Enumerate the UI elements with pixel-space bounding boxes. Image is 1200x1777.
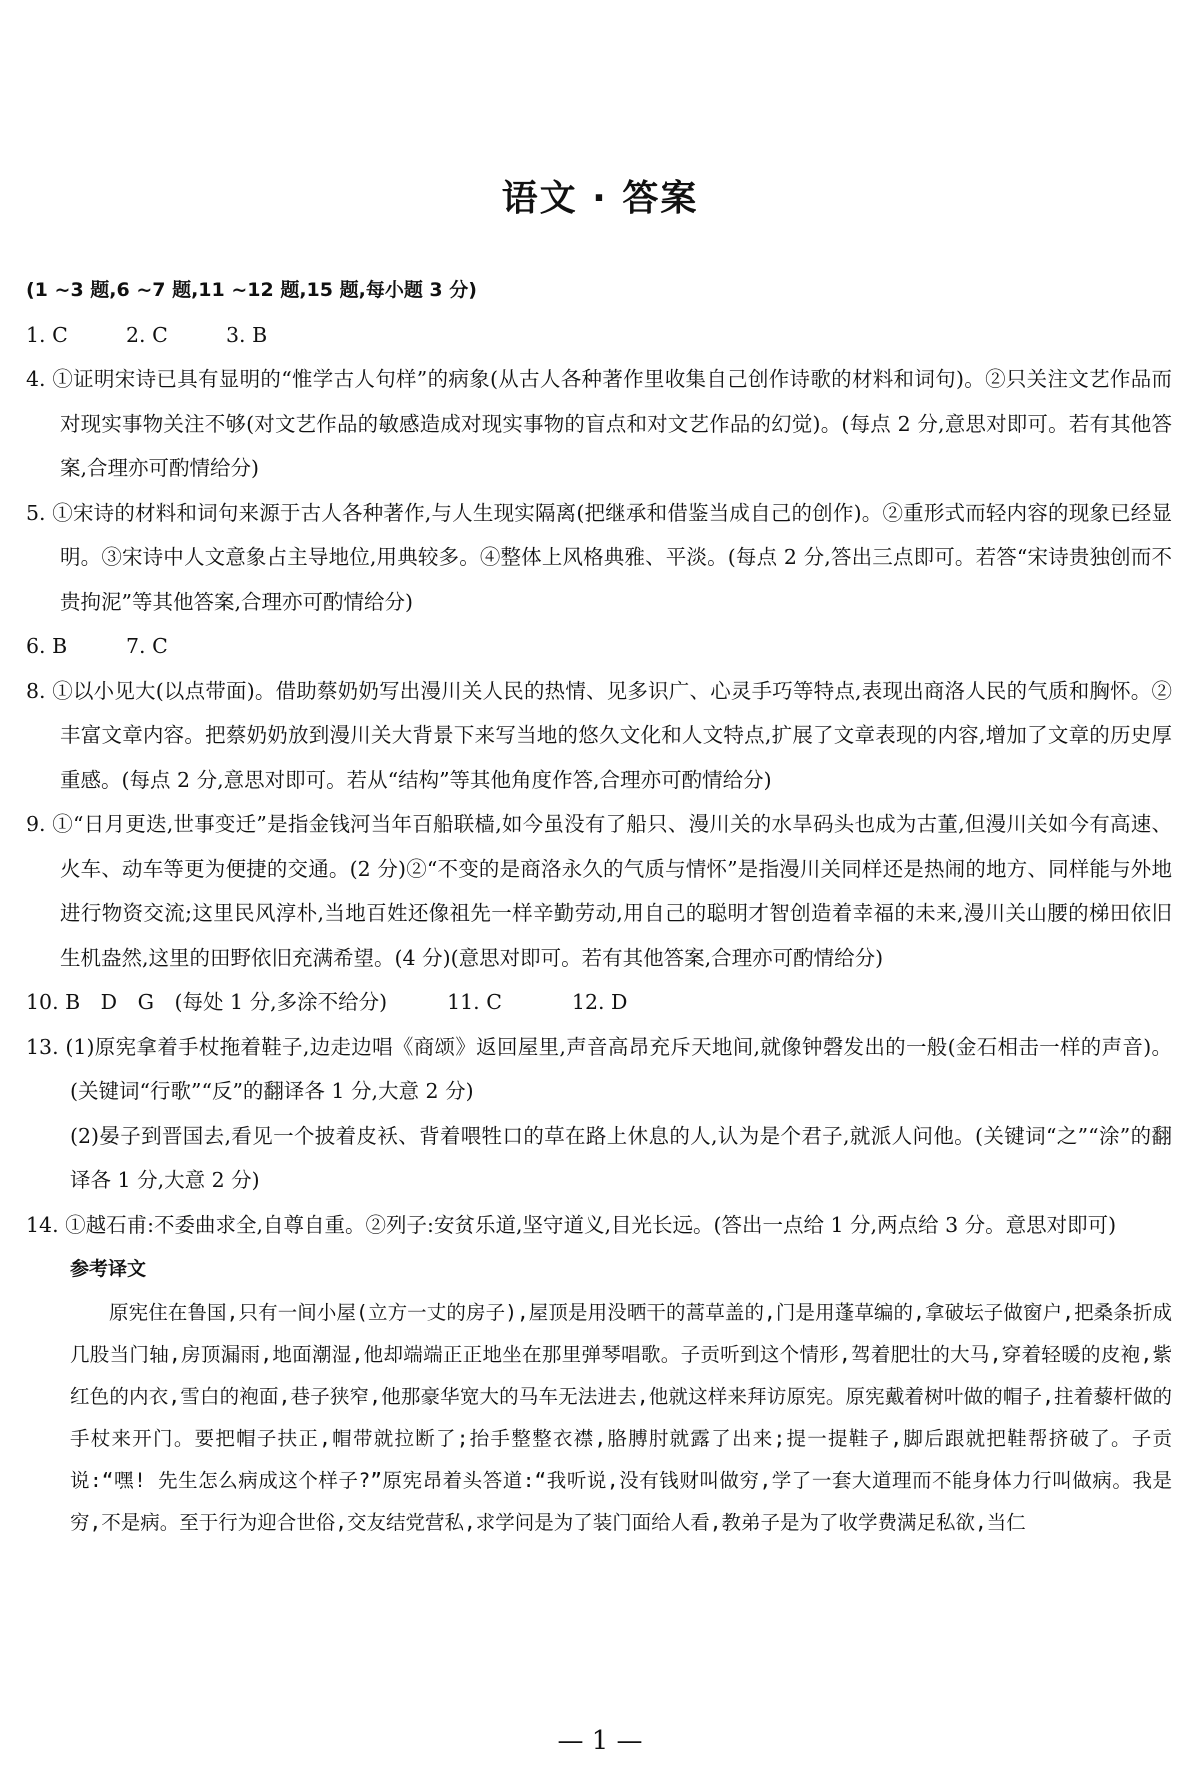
answer-9: 9. ①“日月更迭,世事变迁”是指金钱河当年百船联樯,如今虽没有了船只、漫川关的水旱码头也成为古董,但漫川关如今有高速、火车、动车等更为便捷的交通。(2 分)②“不变的是商洛永久的气质与情怀”是指漫川关同样还是热闹的地方、同样能与外地进行物资交流;这里民风淳朴,当地百姓还像祖先一样辛勤劳动,用自己的聪明才智创造着幸福的未来,漫川关山腰的梯田依旧生机盎然,这里的田野依旧充满希望。(4 分)(意思对即可。若有其他答案,合理亦可酌情给分)	[26, 812, 1172, 970]
answer-6: 6. B	[26, 634, 68, 658]
answer-3: 3. B	[226, 322, 268, 347]
answer-row-1-3	[26, 313, 1172, 358]
scoring-note: (1 ~3 题,6 ~7 题,11 ~12 题,15 题,每小题 3 分)	[26, 279, 477, 301]
answer-5: 5. ①宋诗的材料和词句来源于古人各种著作,与人生现实隔离(把继承和借鉴当成自己的创作)。②重形式而轻内容的现象已经显明。③宋诗中人文意象占主导地位,用典较多。④整体上风格典雅、平淡。(每点 2 分,答出三点即可。若答“宋诗贵独创而不贵拘泥”等其他答案,合理亦可酌情给分)	[26, 500, 1172, 614]
page-number: — 1 —	[557, 1726, 643, 1756]
answer-4: 4. ①证明宋诗已具有显明的“惟学古人句样”的病象(从古人各种著作里收集自己创作诗歌的材料和词句)。②只关注文艺作品而对现实事物关注不够(对文艺作品的敏感造成对现实事物的盲点和对文艺作品的幻觉)。(每点 2 分,意思对即可。若有其他答案,合理亦可酌情给分)	[26, 367, 1172, 480]
answer-row-10-12	[26, 980, 1172, 1025]
answer-10: 10. B D G (每处 1 分,多涂不给分)	[26, 990, 388, 1014]
answer-row-6-7	[26, 624, 1172, 669]
answer-1: 1. C	[26, 322, 68, 347]
answer-13-part-1: 13. (1)原宪拿着手杖拖着鞋子,边走边唱《商颂》返回屋里,声音高昂充斥天地间,就像钟磬发出的一般(金石相击一样的声音)。(关键词“行歌”“反”的翻译各 1 分,大意 2 分)	[26, 1034, 1172, 1103]
answer-12: 12. D	[571, 990, 628, 1014]
answer-14: 14. ①越石甫:不委曲求全,自尊自重。②列子:安贫乐道,坚守道义,目光长远。(答出一点给 1 分,两点给 3 分。意思对即可)	[26, 1212, 1117, 1237]
answer-13-part-2: (2)晏子到晋国去,看见一个披着皮袄、背着喂牲口的草在路上休息的人,认为是个君子,就派人问他。(关键词“之”“涂”的翻译各 1 分,大意 2 分)	[70, 1123, 1172, 1192]
answer-2: 2. C	[126, 322, 168, 347]
page-title: 语文 · 答案	[501, 178, 699, 219]
reference-translation-heading: 参考译文	[70, 1258, 147, 1280]
answer-8: 8. ①以小见大(以点带面)。借助蔡奶奶写出漫川关人民的热情、见多识广、心灵手巧等特点,表现出商洛人民的气质和胸怀。②丰富文章内容。把蔡奶奶放到漫川关大背景下来写当地的悠久文化和人文特点,扩展了文章表现的内容,增加了文章的历史厚重感。(每点 2 分,意思对即可。若从“结构”等其他角度作答,合理亦可酌情给分)	[26, 678, 1172, 792]
answer-7: 7. C	[126, 634, 168, 658]
answer-content	[26, 268, 1172, 1544]
reference-translation-text: 原宪住在鲁国,只有一间小屋(立方一丈的房子),屋顶是用没晒干的蒿草盖的,门是用蓬草编的,拿破坛子做窗户,把桑条折成几股当门轴,房顶漏雨,地面潮湿,他却端端正正地坐在那里弹琴唱歌。子贡听到这个情形,驾着肥壮的大马,穿着轻暖的皮袍,紫红色的内衣,雪白的袍面,巷子狭窄,他那豪华宽大的马车无法进去,他就这样来拜访原宪。原宪戴着树叶做的帽子,拄着藜杆做的手杖来开门。要把帽子扶正,帽带就拉断了;抬手整整衣襟,胳膊肘就露了出来;提一提鞋子,脚后跟就把鞋帮挤破了。子贡说:“嘿! 先生怎么病成这个样子?”原宪昂着头答道:“我听说,没有钱财叫做穷,学了一套大道理而不能身体力行叫做病。我是穷,不是病。至于行为迎合世俗,交友结党营私,求学问是为了装门面给人看,教弟子是为了收学费满足私欲,当仁	[70, 1300, 1172, 1534]
answer-11: 11. C	[447, 990, 502, 1014]
